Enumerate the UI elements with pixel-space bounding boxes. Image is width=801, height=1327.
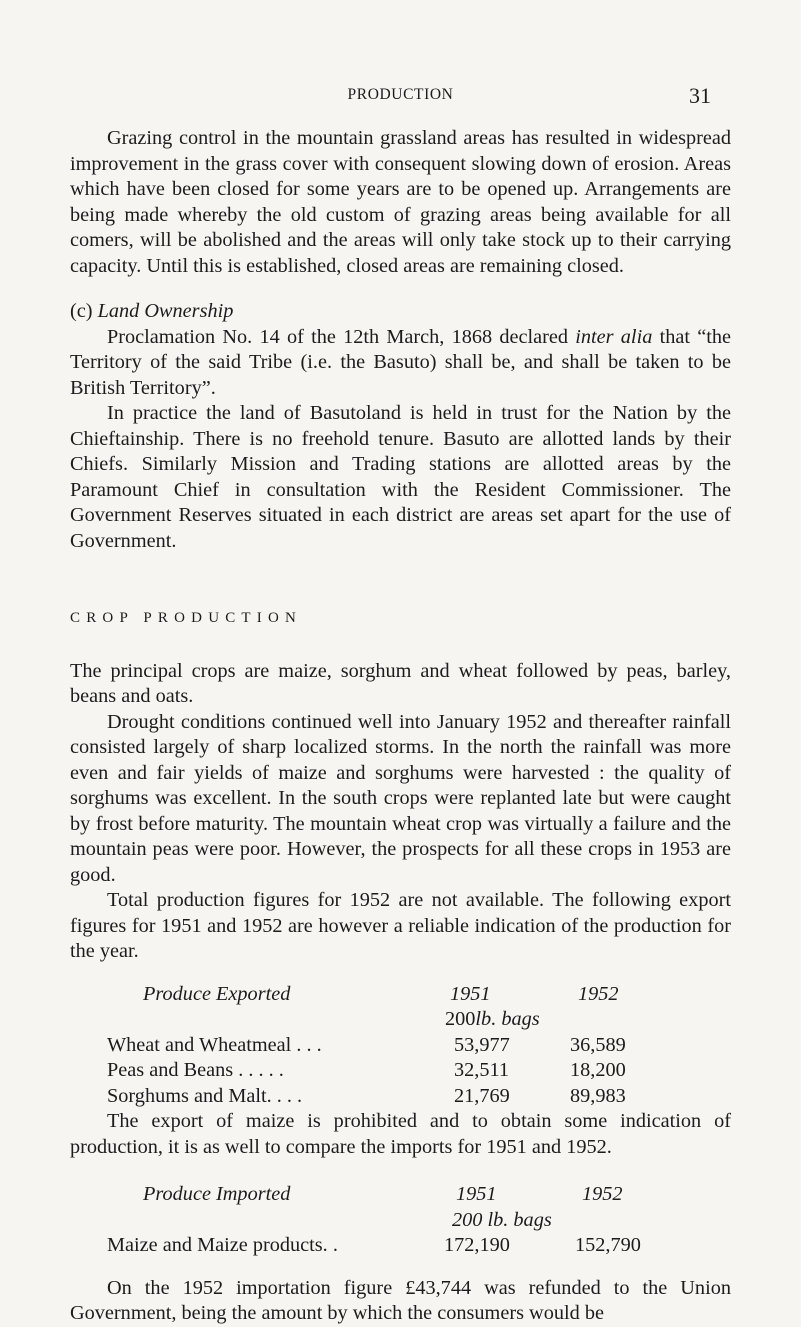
inter-alia: inter alia bbox=[575, 325, 653, 348]
exports-row bbox=[70, 1033, 731, 1059]
imports-row-1951: 172,190 bbox=[444, 1234, 510, 1256]
exports-row-1952: 18,200 bbox=[570, 1059, 626, 1081]
exports-row-label: Peas and Beans . . . . . bbox=[107, 1059, 284, 1081]
imports-unit-row bbox=[70, 1208, 731, 1234]
production-figures-paragraph: Total production figures for 1952 are not available. The following export figures for 1951 and 1952 are however a reliable indication of the production for the year. bbox=[70, 889, 731, 962]
exports-row bbox=[70, 1084, 731, 1110]
refund-paragraph: On the 1952 importation figure £43,744 was refunded to the Union Government, being the amount by which the consumers would be bbox=[70, 1276, 731, 1324]
exports-row-1952: 36,589 bbox=[570, 1033, 626, 1056]
principal-crops-paragraph: The principal crops are maize, sorghum and wheat followed by peas, barley, beans and oats. bbox=[70, 659, 731, 707]
body-text bbox=[70, 126, 731, 1327]
page-header bbox=[0, 83, 801, 116]
running-title: PRODUCTION bbox=[347, 86, 454, 103]
imports-table bbox=[70, 1182, 731, 1259]
exports-col-1951: 1951 bbox=[450, 982, 491, 1005]
imports-row-1952: 152,790 bbox=[575, 1234, 641, 1256]
section-title: Land Ownership bbox=[97, 300, 234, 322]
proclamation-text-a: Proclamation No. 14 of the 12th March, 1868 declared bbox=[107, 325, 576, 348]
exports-row-label: Wheat and Wheatmeal . . . bbox=[107, 1033, 322, 1056]
exports-row-label: Sorghums and Malt. . . . bbox=[107, 1084, 303, 1107]
imports-col-1952: 1952 bbox=[582, 1183, 623, 1205]
imports-row bbox=[70, 1233, 731, 1259]
maize-note-paragraph: The export of maize is prohibited and to obtain some indication of production, it is as well to compare the imports for 1951 and 1952. bbox=[70, 1110, 731, 1158]
imports-unit: 200 lb. bags bbox=[452, 1208, 552, 1231]
land-ownership-heading bbox=[70, 299, 731, 325]
page-number: 31 bbox=[689, 83, 711, 108]
proclamation-text-b: that “the Territory of the said Tribe (i.e. the Basuto) shall be, and shall be taken to be British Territory”. bbox=[70, 325, 731, 399]
grazing-paragraph: Grazing control in the mountain grassland areas has resulted in widespread improvement in the grass cover with consequent slowing down of erosion. Areas which have been closed for some years are to be opened up. Arrangements are being made whereby the old custom of grazing areas being available for all comers, will be abolished and the areas will only take stock up to their carrying capacity. Until this is established, closed areas are remaining closed. bbox=[70, 127, 731, 277]
exports-table bbox=[70, 982, 731, 1110]
imports-header-row bbox=[70, 1182, 731, 1208]
exports-unit-row bbox=[70, 1007, 731, 1033]
crop-production-heading: CROP PRODUCTION bbox=[70, 610, 303, 626]
exports-row-1951: 21,769 bbox=[454, 1084, 510, 1107]
proclamation-paragraph bbox=[70, 325, 731, 402]
drought-paragraph: Drought conditions continued well into January 1952 and thereafter rainfall consisted largely of sharp localized storms. In the north the rainfall was more even and fair yields of maize and sorghums were harvested : the quality of sorghums was excellent. In the south crops were replanted late but were caught by frost before maturity. The mountain wheat crop was virtually a failure and the mountain peas were poor. However, the prospects for all these crops in 1953 are good. bbox=[70, 710, 731, 886]
exports-row-1952: 89,983 bbox=[570, 1084, 626, 1107]
section-label: (c) bbox=[70, 300, 93, 322]
imports-row-label: Maize and Maize products. . bbox=[107, 1234, 338, 1256]
exports-row-1951: 32,511 bbox=[454, 1059, 510, 1081]
exports-row bbox=[70, 1058, 731, 1084]
exports-row-1951: 53,977 bbox=[454, 1033, 510, 1056]
exports-header-row bbox=[70, 982, 731, 1008]
exports-col-label: Produce Exported bbox=[143, 982, 291, 1005]
exports-unit-lb: lb. bags bbox=[475, 1008, 540, 1030]
imports-col-1951: 1951 bbox=[456, 1183, 497, 1205]
land-tenure-paragraph: In practice the land of Basutoland is held in trust for the Nation by the Chieftainship. There is no freehold tenure. Basuto are allotted lands by their Chiefs. Similarly Mission and Trading stations are allotted areas by the Paramount Chief in consultation with the Resident Commissioner. The Government Reserves situated in each district are areas set apart for the use of Government. bbox=[70, 402, 731, 552]
imports-col-label: Produce Imported bbox=[143, 1183, 291, 1205]
exports-col-1952: 1952 bbox=[578, 982, 619, 1005]
exports-unit-text: 200 lb. bags bbox=[445, 1007, 475, 1033]
